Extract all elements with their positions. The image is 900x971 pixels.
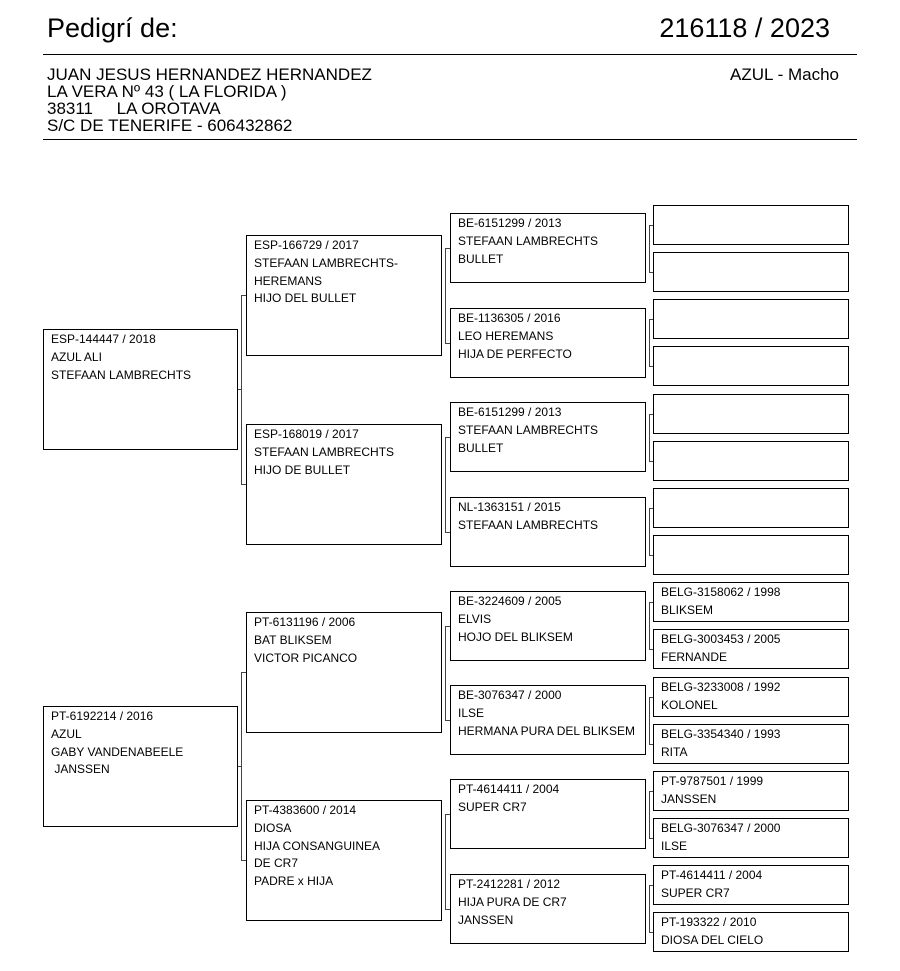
bird-info	[451, 592, 645, 646]
connector-line	[445, 343, 450, 344]
owner-address: LA VERA Nº 43 ( LA FLORIDA )	[47, 82, 287, 101]
bird-info	[654, 583, 848, 620]
bird-ring: PT-193322 / 2010	[661, 915, 757, 929]
connector-line	[241, 672, 246, 673]
ancestor-box-gen4	[653, 252, 849, 292]
connector-line	[649, 225, 653, 226]
connector-line	[649, 319, 653, 320]
connector-line	[649, 744, 653, 745]
connector-line	[649, 791, 653, 792]
bird-detail: JANSSEN	[661, 791, 717, 806]
bird-detail: HOJO DEL BLIKSEM	[458, 629, 573, 644]
bird-info	[247, 613, 441, 667]
bird-detail: GABY VANDENABEELE	[51, 744, 184, 759]
ancestor-box-gen4	[653, 205, 849, 245]
bird-info	[654, 819, 848, 856]
connector-line	[649, 508, 650, 555]
owner-info	[47, 66, 372, 134]
connector-line	[649, 319, 650, 366]
bird-ring: BELG-3233008 / 1992	[661, 680, 781, 694]
connector-line	[649, 461, 653, 462]
bird-info	[654, 347, 848, 348]
bird-detail: STEFAAN LAMBRECHTS	[51, 367, 192, 382]
connector-line	[649, 697, 650, 744]
bird-info	[451, 498, 645, 535]
bird-detail: ILSE	[661, 838, 688, 853]
bird-info	[44, 330, 237, 384]
bird-detail: JANSSEN	[458, 912, 514, 927]
connector-line	[649, 414, 650, 461]
bird-info	[247, 236, 441, 308]
bird-info	[654, 866, 848, 903]
bird-ring: BE-1136305 / 2016	[458, 311, 561, 325]
ancestor-box-gen4	[653, 818, 849, 858]
bird-detail: STEFAAN LAMBRECHTS	[458, 422, 599, 437]
bird-info	[654, 913, 848, 950]
ancestor-box-gen4	[653, 582, 849, 622]
ancestor-box-gen4	[653, 441, 849, 481]
connector-line	[649, 225, 650, 272]
ancestor-box-gen4	[653, 865, 849, 905]
bird-info	[654, 630, 848, 667]
owner-name: JUAN JESUS HERNANDEZ HERNANDEZ	[47, 65, 372, 84]
bird-ring: BELG-3003453 / 2005	[661, 632, 781, 646]
grandparent-box	[246, 424, 442, 545]
bird-detail: STEFAAN LAMBRECHTS-	[254, 255, 399, 270]
grandparent-box	[246, 612, 442, 733]
connector-line	[445, 248, 450, 249]
ancestor-box-gen4	[653, 299, 849, 339]
connector-line	[445, 248, 446, 343]
bird-detail: DE CR7	[254, 856, 299, 871]
bird-detail: SUPER CR7	[661, 885, 730, 900]
bird-ring: BELG-3354340 / 1993	[661, 727, 781, 741]
bird-info	[654, 253, 848, 254]
bird-ring: BE-6151299 / 2013	[458, 405, 562, 419]
connector-line	[241, 860, 246, 861]
bird-detail: STEFAAN LAMBRECHTS	[254, 444, 395, 459]
bird-ring: PT-2412281 / 2012	[458, 877, 561, 891]
connector-line	[649, 932, 653, 933]
bird-info	[451, 309, 645, 363]
great-grandparent-box	[450, 685, 646, 755]
bird-detail: ELVIS	[458, 611, 492, 626]
great-grandparent-box	[450, 874, 646, 944]
connector-line	[241, 672, 242, 860]
sire-box	[43, 329, 238, 450]
great-grandparent-box	[450, 497, 646, 567]
connector-line	[649, 791, 650, 838]
bird-detail: KOLONEL	[661, 697, 718, 712]
bird-ring: PT-4614411 / 2004	[458, 782, 560, 796]
ancestor-box-gen4	[653, 677, 849, 717]
bird-info	[654, 206, 848, 207]
ancestor-box-gen4	[653, 346, 849, 386]
bird-detail: DIOSA DEL CIELO	[661, 932, 764, 947]
bird-detail: RITA	[661, 744, 688, 759]
dam-box	[43, 706, 238, 827]
ancestor-box-gen4	[653, 535, 849, 575]
connector-line	[238, 389, 241, 390]
bird-ring: PT-9787501 / 1999	[661, 774, 764, 788]
bird-detail: HIJO DE BULLET	[254, 462, 351, 477]
great-grandparent-box	[450, 308, 646, 378]
bird-detail: BULLET	[458, 440, 504, 455]
bird-ring: BELG-3158062 / 1998	[661, 585, 781, 599]
bird-detail: AZUL	[51, 726, 82, 741]
connector-line	[445, 814, 450, 815]
great-grandparent-box	[450, 591, 646, 661]
bird-detail: HERMANA PURA DEL BLIKSEM	[458, 723, 635, 738]
bird-info	[654, 536, 848, 537]
bird-info	[654, 772, 848, 809]
connector-line	[445, 626, 446, 720]
great-grandparent-box	[450, 779, 646, 849]
bird-detail: AZUL ALI	[51, 349, 102, 364]
grandparent-box	[246, 800, 442, 921]
bird-info	[247, 425, 441, 479]
bird-detail: STEFAAN LAMBRECHTS	[458, 233, 599, 248]
bird-ring: NL-1363151 / 2015	[458, 500, 561, 514]
bird-ring: PT-6192214 / 2016	[51, 709, 154, 723]
ring-number: 216118 / 2023	[659, 13, 830, 43]
bird-detail: HEREMANS	[254, 273, 323, 288]
ancestor-box-gen4	[653, 629, 849, 669]
bird-ring: PT-6131196 / 2006	[254, 615, 356, 629]
bird-info	[247, 801, 441, 891]
bird-info	[654, 678, 848, 715]
connector-line	[649, 838, 653, 839]
owner-province-phone: S/C DE TENERIFE - 606432862	[47, 116, 293, 135]
bird-info	[44, 707, 237, 779]
connector-line	[445, 814, 446, 909]
bird-info	[654, 442, 848, 443]
bird-info	[451, 403, 645, 457]
bird-detail: ILSE	[458, 705, 485, 720]
bird-detail: BAT BLIKSEM	[254, 632, 332, 647]
connector-line	[445, 720, 450, 721]
bird-info	[451, 686, 645, 740]
bird-ring: ESP-166729 / 2017	[254, 238, 359, 252]
bird-detail: PADRE x HIJA	[254, 874, 334, 889]
connector-line	[649, 602, 650, 649]
connector-line	[649, 366, 653, 367]
connector-line	[445, 626, 450, 627]
bird-detail: BLIKSEM	[661, 602, 714, 617]
connector-line	[649, 272, 653, 273]
bird-detail: HIJA DE PERFECTO	[458, 346, 572, 361]
bird-detail: HIJA CONSANGUINEA	[254, 838, 381, 853]
connector-line	[649, 555, 653, 556]
bird-info	[451, 214, 645, 268]
bird-detail: VICTOR PICANCO	[254, 650, 358, 665]
bird-detail: HIJA PURA DE CR7	[458, 894, 567, 909]
bird-info	[451, 780, 645, 817]
bird-ring: ESP-168019 / 2017	[254, 427, 359, 441]
connector-line	[241, 295, 242, 484]
great-grandparent-box	[450, 213, 646, 283]
bird-info	[654, 395, 848, 396]
connector-line	[445, 909, 450, 910]
ancestor-box-gen4	[653, 394, 849, 434]
bird-ring: PT-4614411 / 2004	[661, 868, 763, 882]
connector-line	[649, 508, 653, 509]
ancestor-box-gen4	[653, 724, 849, 764]
connector-line	[238, 766, 241, 767]
color-sex: AZUL - Macho	[730, 65, 839, 84]
bird-detail: FERNANDE	[661, 649, 728, 664]
ancestor-box-gen4	[653, 771, 849, 811]
connector-line	[649, 649, 653, 650]
ancestor-box-gen4	[653, 488, 849, 528]
bird-ring: PT-4383600 / 2014	[254, 803, 357, 817]
ancestor-box-gen4	[653, 912, 849, 952]
bird-detail: BULLET	[458, 251, 504, 266]
connector-line	[445, 437, 446, 532]
connector-line	[649, 602, 653, 603]
bird-ring: BE-6151299 / 2013	[458, 216, 562, 230]
connector-line	[445, 532, 450, 533]
connector-line	[649, 885, 650, 932]
bird-detail: SUPER CR7	[458, 799, 527, 814]
connector-line	[649, 697, 653, 698]
bird-ring: BE-3224609 / 2005	[458, 594, 562, 608]
page-title: Pedigrí de:	[47, 13, 178, 43]
header-divider-bottom	[43, 139, 857, 140]
bird-detail: JANSSEN	[51, 762, 110, 777]
bird-detail: DIOSA	[254, 820, 292, 835]
bird-detail: LEO HEREMANS	[458, 328, 554, 343]
great-grandparent-box	[450, 402, 646, 472]
connector-line	[241, 295, 246, 296]
owner-postal-city: 38311 LA OROTAVA	[47, 99, 221, 118]
bird-ring: BE-3076347 / 2000	[458, 688, 562, 702]
bird-info	[654, 725, 848, 762]
connector-line	[649, 414, 653, 415]
bird-ring: BELG-3076347 / 2000	[661, 821, 781, 835]
connector-line	[445, 437, 450, 438]
grandparent-box	[246, 235, 442, 356]
header-divider-top	[43, 54, 857, 55]
bird-info	[654, 489, 848, 490]
connector-line	[649, 885, 653, 886]
connector-line	[241, 484, 246, 485]
bird-ring: ESP-144447 / 2018	[51, 332, 156, 346]
bird-detail: HIJO DEL BULLET	[254, 291, 357, 306]
bird-info	[451, 875, 645, 929]
bird-detail: STEFAAN LAMBRECHTS	[458, 517, 599, 532]
bird-info	[654, 300, 848, 301]
